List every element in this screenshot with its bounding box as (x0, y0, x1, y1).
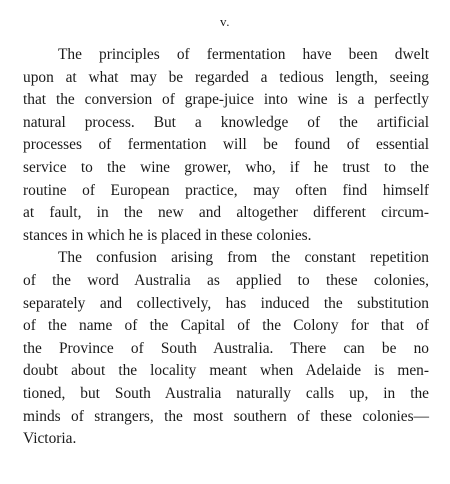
text-line: routine of European practice, may often find himself (23, 181, 429, 199)
text-line: Victoria. (23, 430, 77, 448)
text-line: that the conversion of grape-juice into wine is a perfectly (23, 91, 429, 109)
text-line: minds of strangers, the most southern of these colonies— (23, 407, 429, 425)
text-line: separately and collectively, has induced the substitution (23, 294, 429, 312)
text-line: doubt about the locality meant when Adelaide is men- (23, 362, 429, 380)
body-text (23, 44, 429, 451)
text-line: The confusion arising from the constant repetition (58, 249, 429, 267)
paragraph-1 (23, 44, 429, 247)
text-line: processes of fermentation will be found of essential (23, 136, 429, 154)
text-line: natural process. But a knowledge of the artificial (23, 113, 429, 131)
text-line: tioned, but South Australia naturally calls up, in the (23, 384, 429, 402)
text-line: stances in which he is placed in these colonies. (23, 226, 312, 244)
text-line: service to the wine grower, who, if he trust to the (23, 158, 429, 176)
text-line: upon at what may be regarded a tedious length, seeing (23, 68, 429, 86)
page-number: v. (220, 14, 230, 29)
text-line: The principles of fermentation have been dwelt (58, 46, 429, 63)
text-line: of the name of the Capital of the Colony for that of (23, 317, 429, 335)
text-line: at fault, in the new and altogether different circum- (23, 204, 429, 222)
text-line: of the word Australia as applied to these colonies, (23, 271, 429, 289)
paragraph-2 (23, 247, 429, 450)
text-line: the Province of South Australia. There can be no (23, 339, 429, 357)
